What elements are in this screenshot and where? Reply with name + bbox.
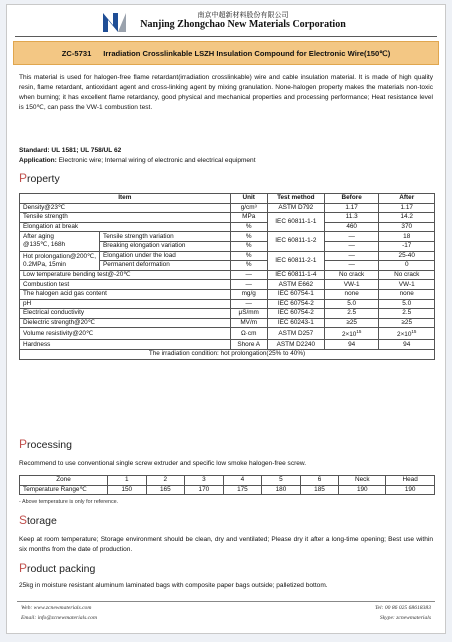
table-row: Combustion test — ASTM E662 VW-1 VW-1	[20, 280, 435, 290]
application-value: Electronic wire; Internal wiring of electronic and electrical equipment	[56, 157, 256, 164]
temperature-cell: 190	[339, 485, 386, 495]
zone-cell: Head	[386, 476, 435, 486]
company-logo-icon	[101, 11, 127, 33]
table-row: Low temperature bending test@-20℃ — IEC 60811-1-4 No crack No crack	[20, 270, 435, 280]
table-row: Hot prolongation@200℃, 0.2MPa, 15min Elongation under the load % IEC 60811-2-1 — 25-40	[20, 251, 435, 261]
table-row: The halogen acid gas content mg/g IEC 60754-1 none none	[20, 289, 435, 299]
temperature-cell: 185	[300, 485, 339, 495]
standard-label: Standard:	[19, 147, 50, 154]
footer-divider	[17, 601, 435, 602]
product-title-bar	[13, 41, 439, 65]
temperature-cell: 190	[386, 485, 435, 495]
packing-text: 25kg in moisture resistant aluminum laminated bags with composite paper bags outside; palletized bottom.	[19, 582, 328, 589]
table-row: After aging @135℃, 168h Tensile strength variation % IEC 60811-1-2 — 18	[20, 232, 435, 242]
header-divider	[15, 36, 437, 37]
table-row: Breaking elongation variation % — -17	[20, 241, 435, 251]
table-row: Volume resistivity@20℃ Ω·cm ASTM D257 $2\times 10^{15}$ $2\times 10^{15}$	[20, 328, 435, 340]
datasheet-page	[6, 4, 446, 634]
product-code: ZC-5731	[61, 48, 92, 58]
section-heading-property: Property	[19, 171, 60, 185]
footer-email: Email: info@zcnewmaterials.com	[21, 615, 97, 621]
table-row: Elongation at break % 460 370	[20, 222, 435, 232]
footer-web: Web: www.zcnewmaterials.com	[21, 605, 92, 611]
zone-cell: 2	[146, 476, 185, 486]
table-row: Electrical conductivity μS/mm IEC 60754-2 2.5 2.5	[20, 309, 435, 319]
application-line	[19, 156, 433, 166]
standard-value: UL 1581; UL 758/UL 62	[49, 147, 122, 154]
irradiation-condition: The irradiation condition: hot prolongation(25% to 40%)	[20, 350, 435, 360]
company-name-cn: 南京中超新材料股份有限公司	[197, 12, 289, 19]
zone-cell: 1	[108, 476, 147, 486]
temperature-cell: 180	[262, 485, 301, 495]
storage-text: Keep at room temperature; Storage environment should be clean, dry and ventilated; Please dry it after a long-time opening; Best use within six months from the date of production.	[19, 536, 433, 553]
table-row: Dielectric strength@20℃ MV/m IEC 60243-1 ≥25 ≥25	[20, 318, 435, 328]
temperature-cell: 175	[223, 485, 262, 495]
table-header-row	[20, 476, 435, 486]
table-row: Temperature Range℃ 150 165 170 175 180 185 190 190	[20, 485, 435, 495]
header	[7, 7, 445, 37]
section-heading-processing: Processing	[19, 437, 72, 451]
zone-header: Zone	[20, 476, 108, 486]
standard-line	[19, 146, 433, 156]
temperature-cell: 150	[108, 485, 147, 495]
table-row: Tensile strength MPa IEC 60811-1-1 11.3 14.2	[20, 213, 435, 223]
section-heading-packing: Product packing	[19, 561, 96, 575]
table-row: pH — IEC 60754-2 5.0 5.0	[20, 299, 435, 309]
company-name-en: Nanjing Zhongchao New Materials Corporation	[140, 19, 346, 30]
temperature-cell: 170	[185, 485, 224, 495]
zone-cell: Neck	[339, 476, 386, 486]
temperature-footnote: - Above temperature is only for reference.	[19, 499, 119, 505]
table-row	[20, 350, 435, 360]
property-table	[19, 193, 435, 360]
zone-cell: 4	[223, 476, 262, 486]
application-label: Application:	[19, 157, 57, 164]
table-row: Permanent deformation % — 0	[20, 261, 435, 271]
footer-skype: Skype: zcnewmaterials	[379, 615, 431, 621]
zone-cell: 5	[262, 476, 301, 486]
product-name: Irradiation Crosslinkable LSZH Insulation Compound for Electronic Wire(150℃)	[103, 48, 391, 58]
temperature-table	[19, 475, 435, 495]
table-row: Density@23℃ g/cm³ ASTM D792 1.17 1.17	[20, 203, 435, 213]
table-row: Hardness Shore A ASTM D2240 94 94	[20, 340, 435, 350]
processing-text: Recommend to use conventional single screw extruder and specific low smoke halogen-free screw.	[19, 460, 307, 467]
table-header-row: Item Unit Test method Before After	[20, 194, 435, 204]
footer-tel: Tel: 00 86 025 68618383	[374, 605, 431, 611]
zone-cell: 3	[185, 476, 224, 486]
intro-paragraph: This material is used for halogen-free flame retardant(irradiation crosslinkable) wire and cable insulation material. It is made of high quality resin, flame retardant, antioxidant agent and cross-linking agent by mixing granulation. None-halogen property makes the materials non-toxic when burning; it has excellent flame retardancy, good physical and mechanical properties and processing performance; Heat resistance level is 150℃, can pass the VW-1 combustion test.	[19, 74, 433, 111]
zone-cell: 6	[300, 476, 339, 486]
temperature-cell: 165	[146, 485, 185, 495]
section-heading-storage: Storage	[19, 513, 57, 527]
